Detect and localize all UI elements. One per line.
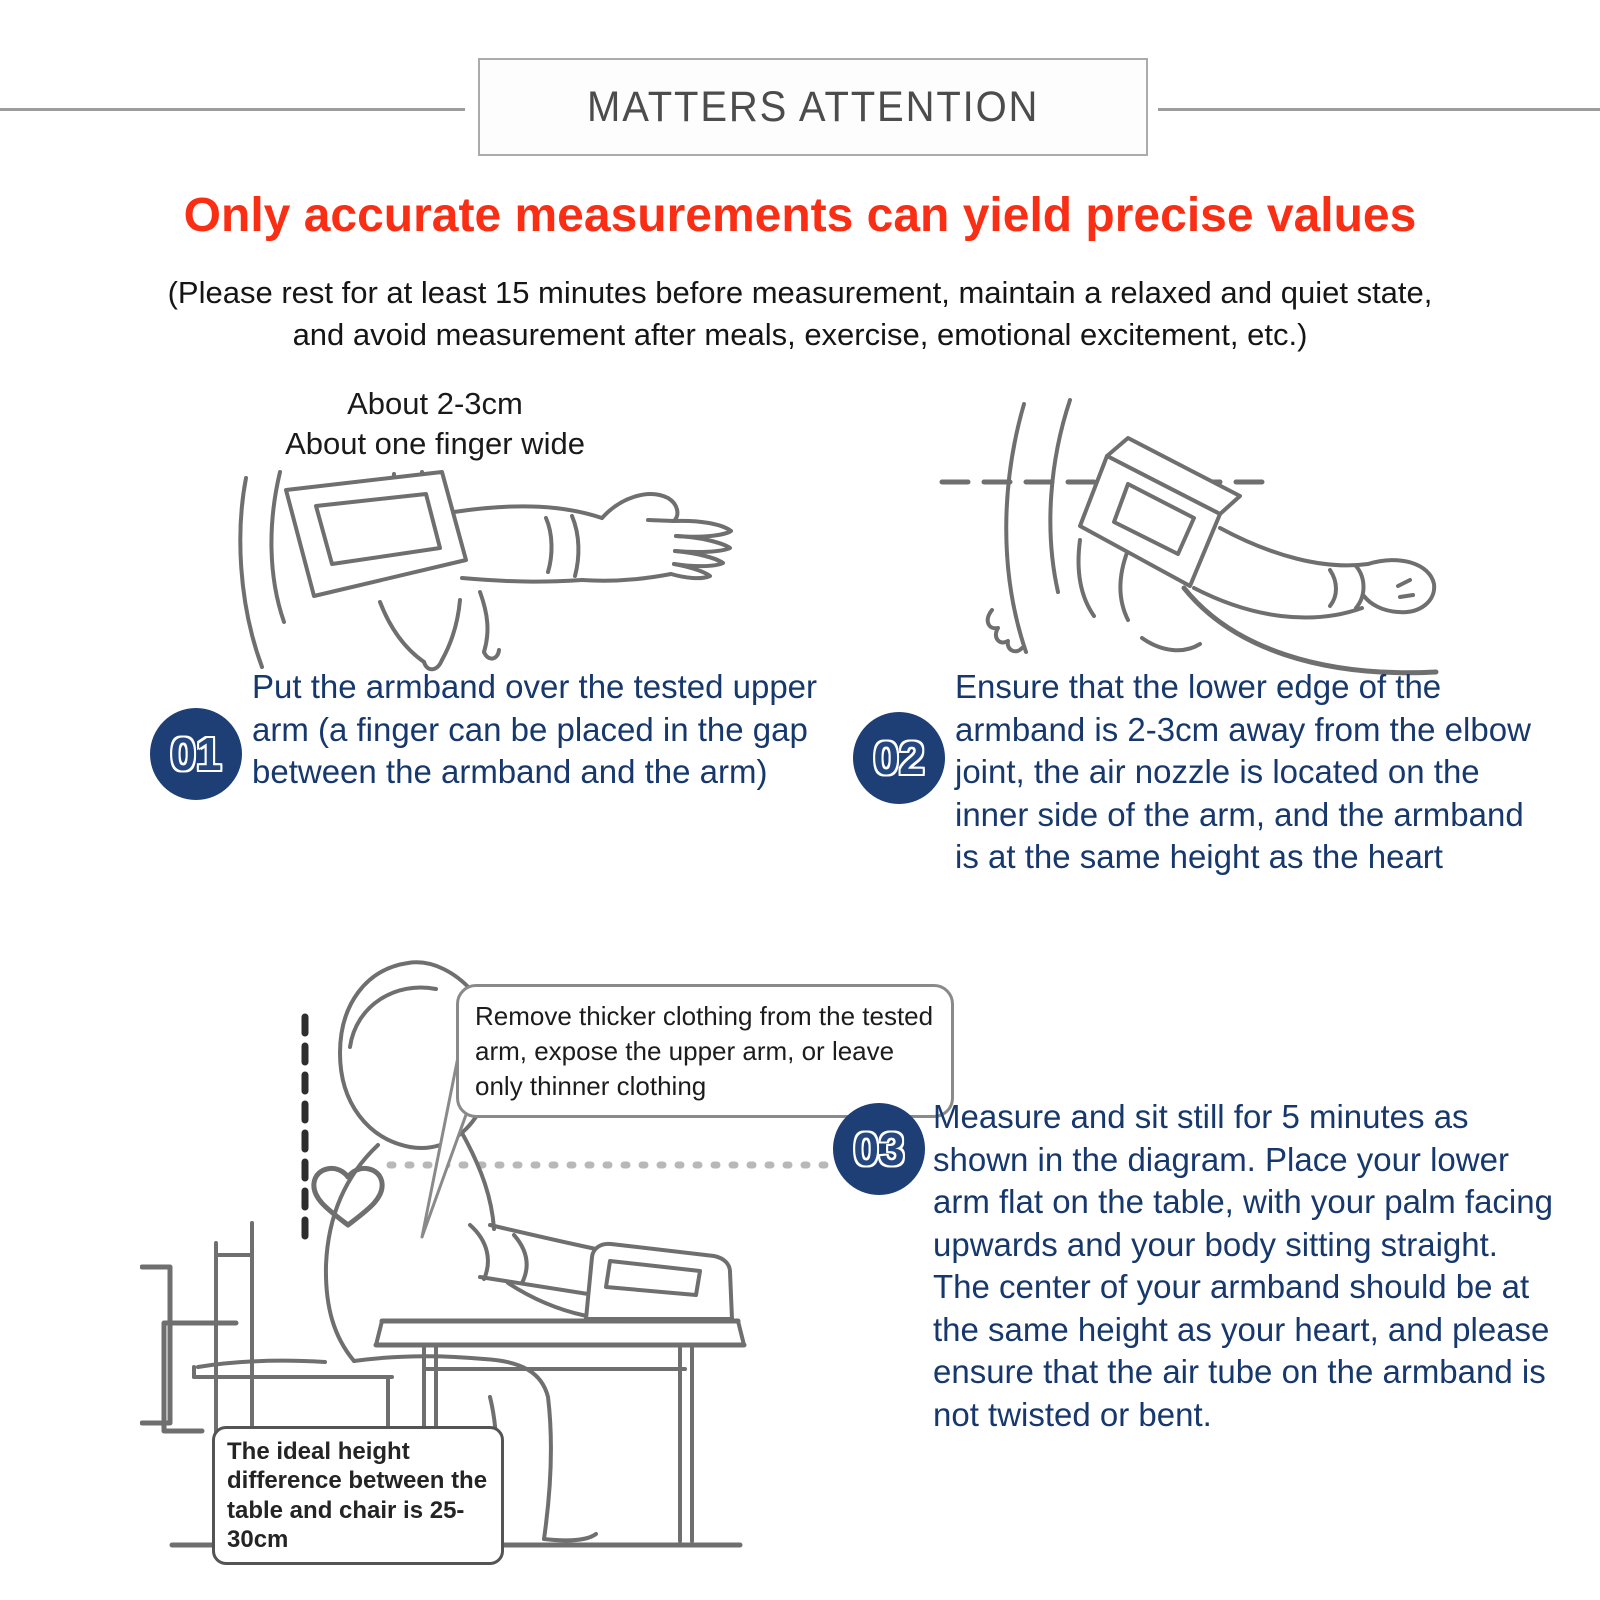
step-3-badge: [833, 1103, 925, 1195]
intro-note: [0, 272, 1600, 355]
step-2-text: Ensure that the lower edge of the armband is 2-3cm away from the elbow joint, the air nozzle is located on the inner side of the arm, and the armband is at the same height as the heart: [955, 668, 1531, 876]
step-2-badge: [853, 712, 945, 804]
speech-bubble: Remove thicker clothing from the tested arm, expose the upper arm, or leave only thinner clothing: [456, 984, 954, 1118]
step-1-number: 01: [170, 728, 222, 780]
intro-note-line2: and avoid measurement after meals, exercise, emotional excitement, etc.): [292, 316, 1308, 352]
cuff-on-arm-illustration: [228, 460, 743, 680]
header-rule-right: [1158, 108, 1600, 111]
cuff-gap-caption: [245, 384, 625, 465]
height-note-box: The ideal height difference between the table and chair is 25-30cm: [212, 1426, 504, 1565]
step-3-text: Measure and sit still for 5 minutes as shown in the diagram. Place your lower arm flat on the table, with your palm facing upwards and your body sitting straight. The center of your armband should be at the same height as your heart, and please ensure that the air tube on the armband is not twisted or bent.: [933, 1098, 1553, 1433]
step-1-text: Put the armband over the tested upper arm (a finger can be placed in the gap between the armband and the arm): [252, 668, 818, 791]
step-3-number: 03: [853, 1123, 905, 1175]
step-2-number: 02: [873, 732, 925, 784]
step-1-badge: [150, 708, 242, 800]
cuff-gap-caption-line1: About 2-3cm: [347, 386, 523, 421]
arm-heart-level-illustration: [930, 398, 1455, 688]
intro-note-line1: (Please rest for at least 15 minutes before measurement, maintain a relaxed and quiet state,: [167, 275, 1433, 310]
header-rule-left: [0, 108, 465, 111]
cuff-gap-caption-line2: About one finger wide: [285, 426, 585, 462]
headline: Only accurate measurements can yield precise values: [183, 189, 1417, 242]
header-box: [478, 58, 1148, 156]
page-title: MATTERS ATTENTION: [586, 82, 1040, 131]
